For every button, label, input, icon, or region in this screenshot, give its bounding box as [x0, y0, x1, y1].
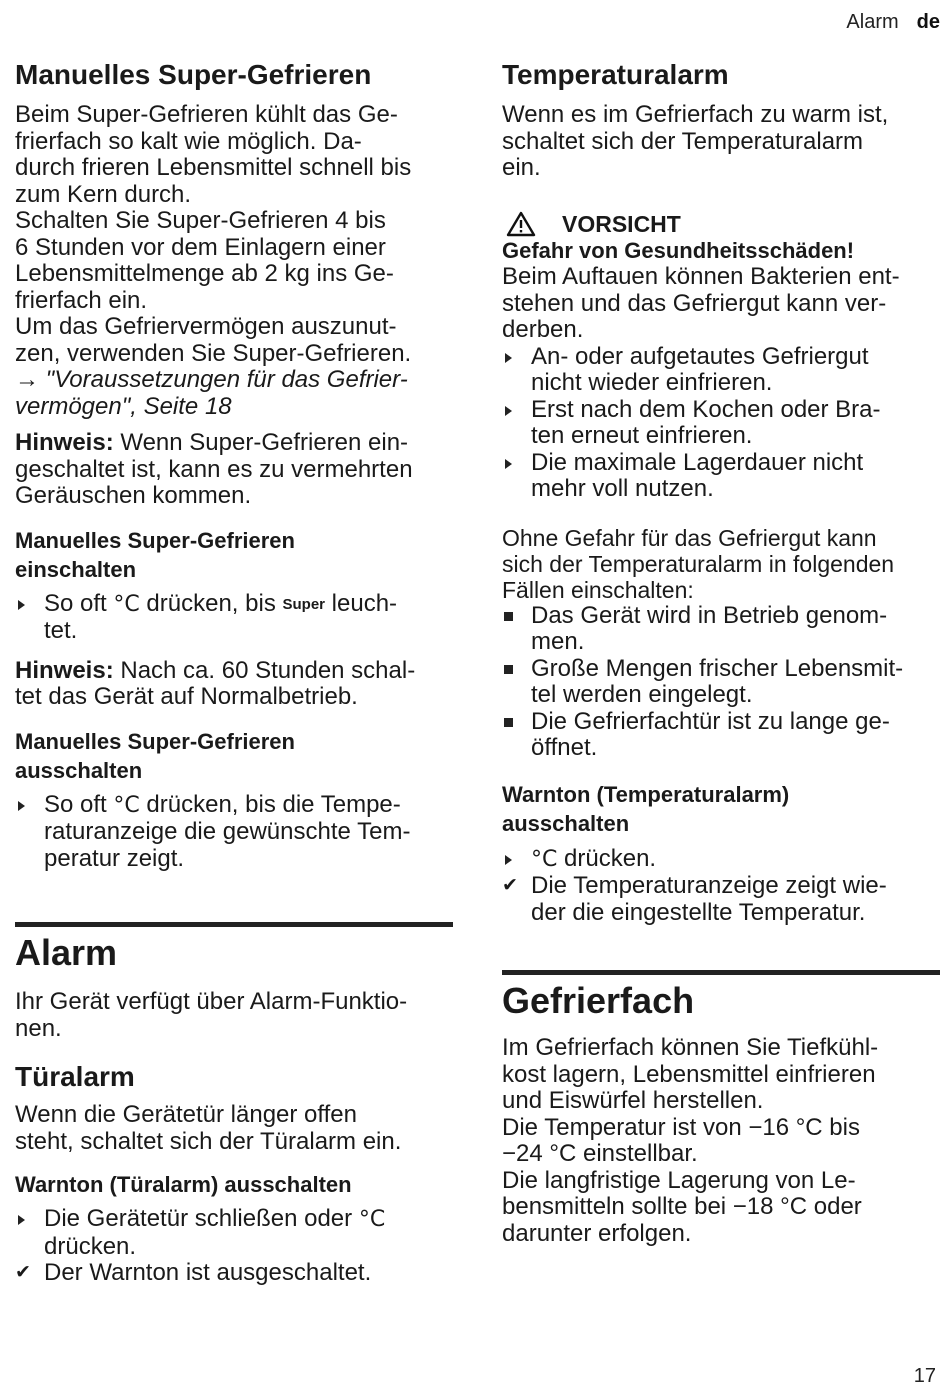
heading-temperature-alarm: Temperaturalarm	[502, 59, 729, 90]
hint-label: Hinweis:	[15, 656, 114, 684]
door-alarm-description: Wenn die Gerätetür länger offen steht, schaltet sich der Türalarm ein.	[15, 1101, 402, 1155]
step-text: drücken.	[44, 1232, 137, 1260]
list-item	[502, 344, 940, 397]
list-item	[502, 450, 940, 503]
list-item-text: Das Gerät wird in Betrieb genom- men.	[531, 601, 888, 655]
list-item-text: Erst nach dem Kochen oder Bra- ten erneut einfrieren.	[531, 395, 881, 449]
temperature-alarm-description: Wenn es im Gefrierfach zu warm ist, schaltet sich der Temperaturalarm ein.	[502, 101, 889, 181]
list-item-text: Große Mengen frischer Lebensmit- tel werden eingelegt.	[531, 654, 904, 708]
step-press-until-super	[15, 591, 453, 645]
heading-door-alarm-off: Warnton (Türalarm) ausschalten	[15, 1172, 352, 1197]
step-text: leuch- tet.	[44, 589, 398, 644]
result-warning-off	[15, 1260, 453, 1287]
page-number: 17	[913, 1365, 936, 1387]
celsius-key-icon: °C	[531, 846, 558, 872]
hint-label: Hinweis:	[15, 429, 114, 456]
heading-door-alarm: Türalarm	[15, 1061, 135, 1092]
section-divider	[15, 922, 453, 927]
step-text: So oft	[44, 589, 114, 617]
steps-door-alarm-off	[15, 1206, 453, 1287]
list-item-text: Die Gefrierfachtür ist zu lange ge- öffnet.	[531, 707, 890, 761]
super-display-symbol: Super	[282, 595, 325, 613]
hint-noise	[15, 430, 453, 510]
heading-temperature-alarm-off: Warnton (Temperaturalarm) ausschalten	[502, 781, 790, 836]
checkmark-icon: ✔	[15, 1262, 31, 1283]
freezer-compartment-description: Im Gefrierfach können Sie Tiefkühl- kost lagern, Lebensmittel einfrieren und Eiswürfel herstellen. Die Temperatur ist von −16 °C bis −24 °C einstellbar. Die langfristige Lagerung von Le- bensmitteln sollte bei −18 °C oder darunter erfolgen.	[502, 1034, 879, 1247]
step-text: drücken, bis	[139, 589, 283, 617]
list-item-text: An- oder aufgetautes Gefriergut nicht wieder einfrieren.	[531, 342, 869, 396]
step-text: Die Gerätetür schließen oder	[44, 1205, 359, 1232]
heading-super-freezing-on: Manuelles Super-Gefrieren einschalten	[15, 527, 295, 582]
list-item-text: Die maximale Lagerdauer nicht mehr voll nutzen.	[531, 448, 864, 502]
step-close-door	[15, 1206, 453, 1260]
cross-reference-arrow-icon: →	[15, 366, 39, 393]
caution-label: VORSICHT	[562, 210, 681, 237]
list-item	[502, 397, 940, 450]
result-text: Der Warnton ist ausgeschaltet.	[44, 1259, 372, 1286]
warning-triangle-icon	[506, 211, 536, 237]
celsius-key-icon: °C	[358, 1207, 386, 1232]
steps-super-freezing-on	[15, 591, 453, 645]
caution-title: Gefahr von Gesundheitsschäden!	[502, 237, 855, 263]
heading-alarm: Alarm	[15, 932, 118, 973]
right-column	[502, 58, 940, 1247]
steps-temperature-alarm-off	[502, 846, 940, 927]
hint-text: Nach ca. 60 Stunden schal- tet das Gerät auf Normalbetrieb.	[15, 656, 416, 710]
caution-text: Beim Auftauen können Bakterien ent- stehen und das Gefriergut kann ver- derben.	[502, 263, 900, 343]
step-press-celsius	[502, 846, 940, 874]
heading-freezer-compartment: Gefrierfach	[502, 980, 695, 1021]
caution-box	[502, 210, 940, 503]
temperature-alarm-cases-intro: Ohne Gefahr für das Gefriergut kann sich der Temperaturalarm in folgenden Fällen einschalten:	[502, 524, 895, 603]
cross-reference-link[interactable]: "Voraussetzungen für das Gefrier- vermögen", Seite 18	[15, 366, 408, 420]
cross-reference	[15, 367, 453, 420]
hint-normal-mode	[15, 658, 453, 711]
caution-list	[502, 344, 940, 503]
alarm-description: Ihr Gerät verfügt über Alarm-Funktio- nen.	[15, 988, 408, 1042]
checkmark-icon: ✔	[502, 875, 518, 896]
celsius-key-icon: °C	[113, 591, 140, 617]
list-item	[502, 656, 940, 709]
step-text: So oft	[44, 790, 114, 818]
hint-text: Wenn Super-Gefrieren ein- geschaltet ist, kann es zu vermehrten Geräuschen kommen.	[15, 429, 413, 509]
heading-manual-super-freezing: Manuelles Super-Gefrieren	[15, 59, 372, 90]
header-language-code: de	[916, 11, 940, 33]
list-item	[502, 603, 940, 656]
step-text: drücken.	[557, 844, 657, 872]
list-item	[502, 709, 940, 762]
left-column	[15, 58, 453, 1287]
heading-super-freezing-off: Manuelles Super-Gefrieren ausschalten	[15, 728, 295, 783]
steps-super-freezing-off	[15, 792, 453, 873]
result-temperature-shown	[502, 873, 940, 926]
step-press-until-temperature	[15, 792, 453, 873]
caution-heading	[502, 210, 940, 238]
section-divider	[502, 970, 940, 975]
header-section-name: Alarm	[846, 11, 899, 33]
result-text: Die Temperaturanzeige zeigt wie- der die eingestellte Temperatur.	[531, 872, 887, 926]
celsius-key-icon: °C	[113, 792, 140, 818]
page-header	[846, 8, 940, 36]
step-text: drücken, bis die Tempe- raturanzeige die gewünschte Tem- peratur zeigt.	[44, 790, 411, 872]
super-freezing-description: Beim Super-Gefrieren kühlt das Ge- frierfach so kalt wie möglich. Da- durch frieren Lebensmittel schnell bis zum Kern durch. Schalten Sie Super-Gefrieren 4 bis 6 Stunden vor dem Einlagern einer Lebensmittelmenge ab 2 kg ins Ge- frierfach ein. Um das Gefriervermögen auszunut- zen, verwenden Sie Super-Gefrieren.	[15, 101, 412, 367]
temperature-alarm-cases	[502, 603, 940, 762]
